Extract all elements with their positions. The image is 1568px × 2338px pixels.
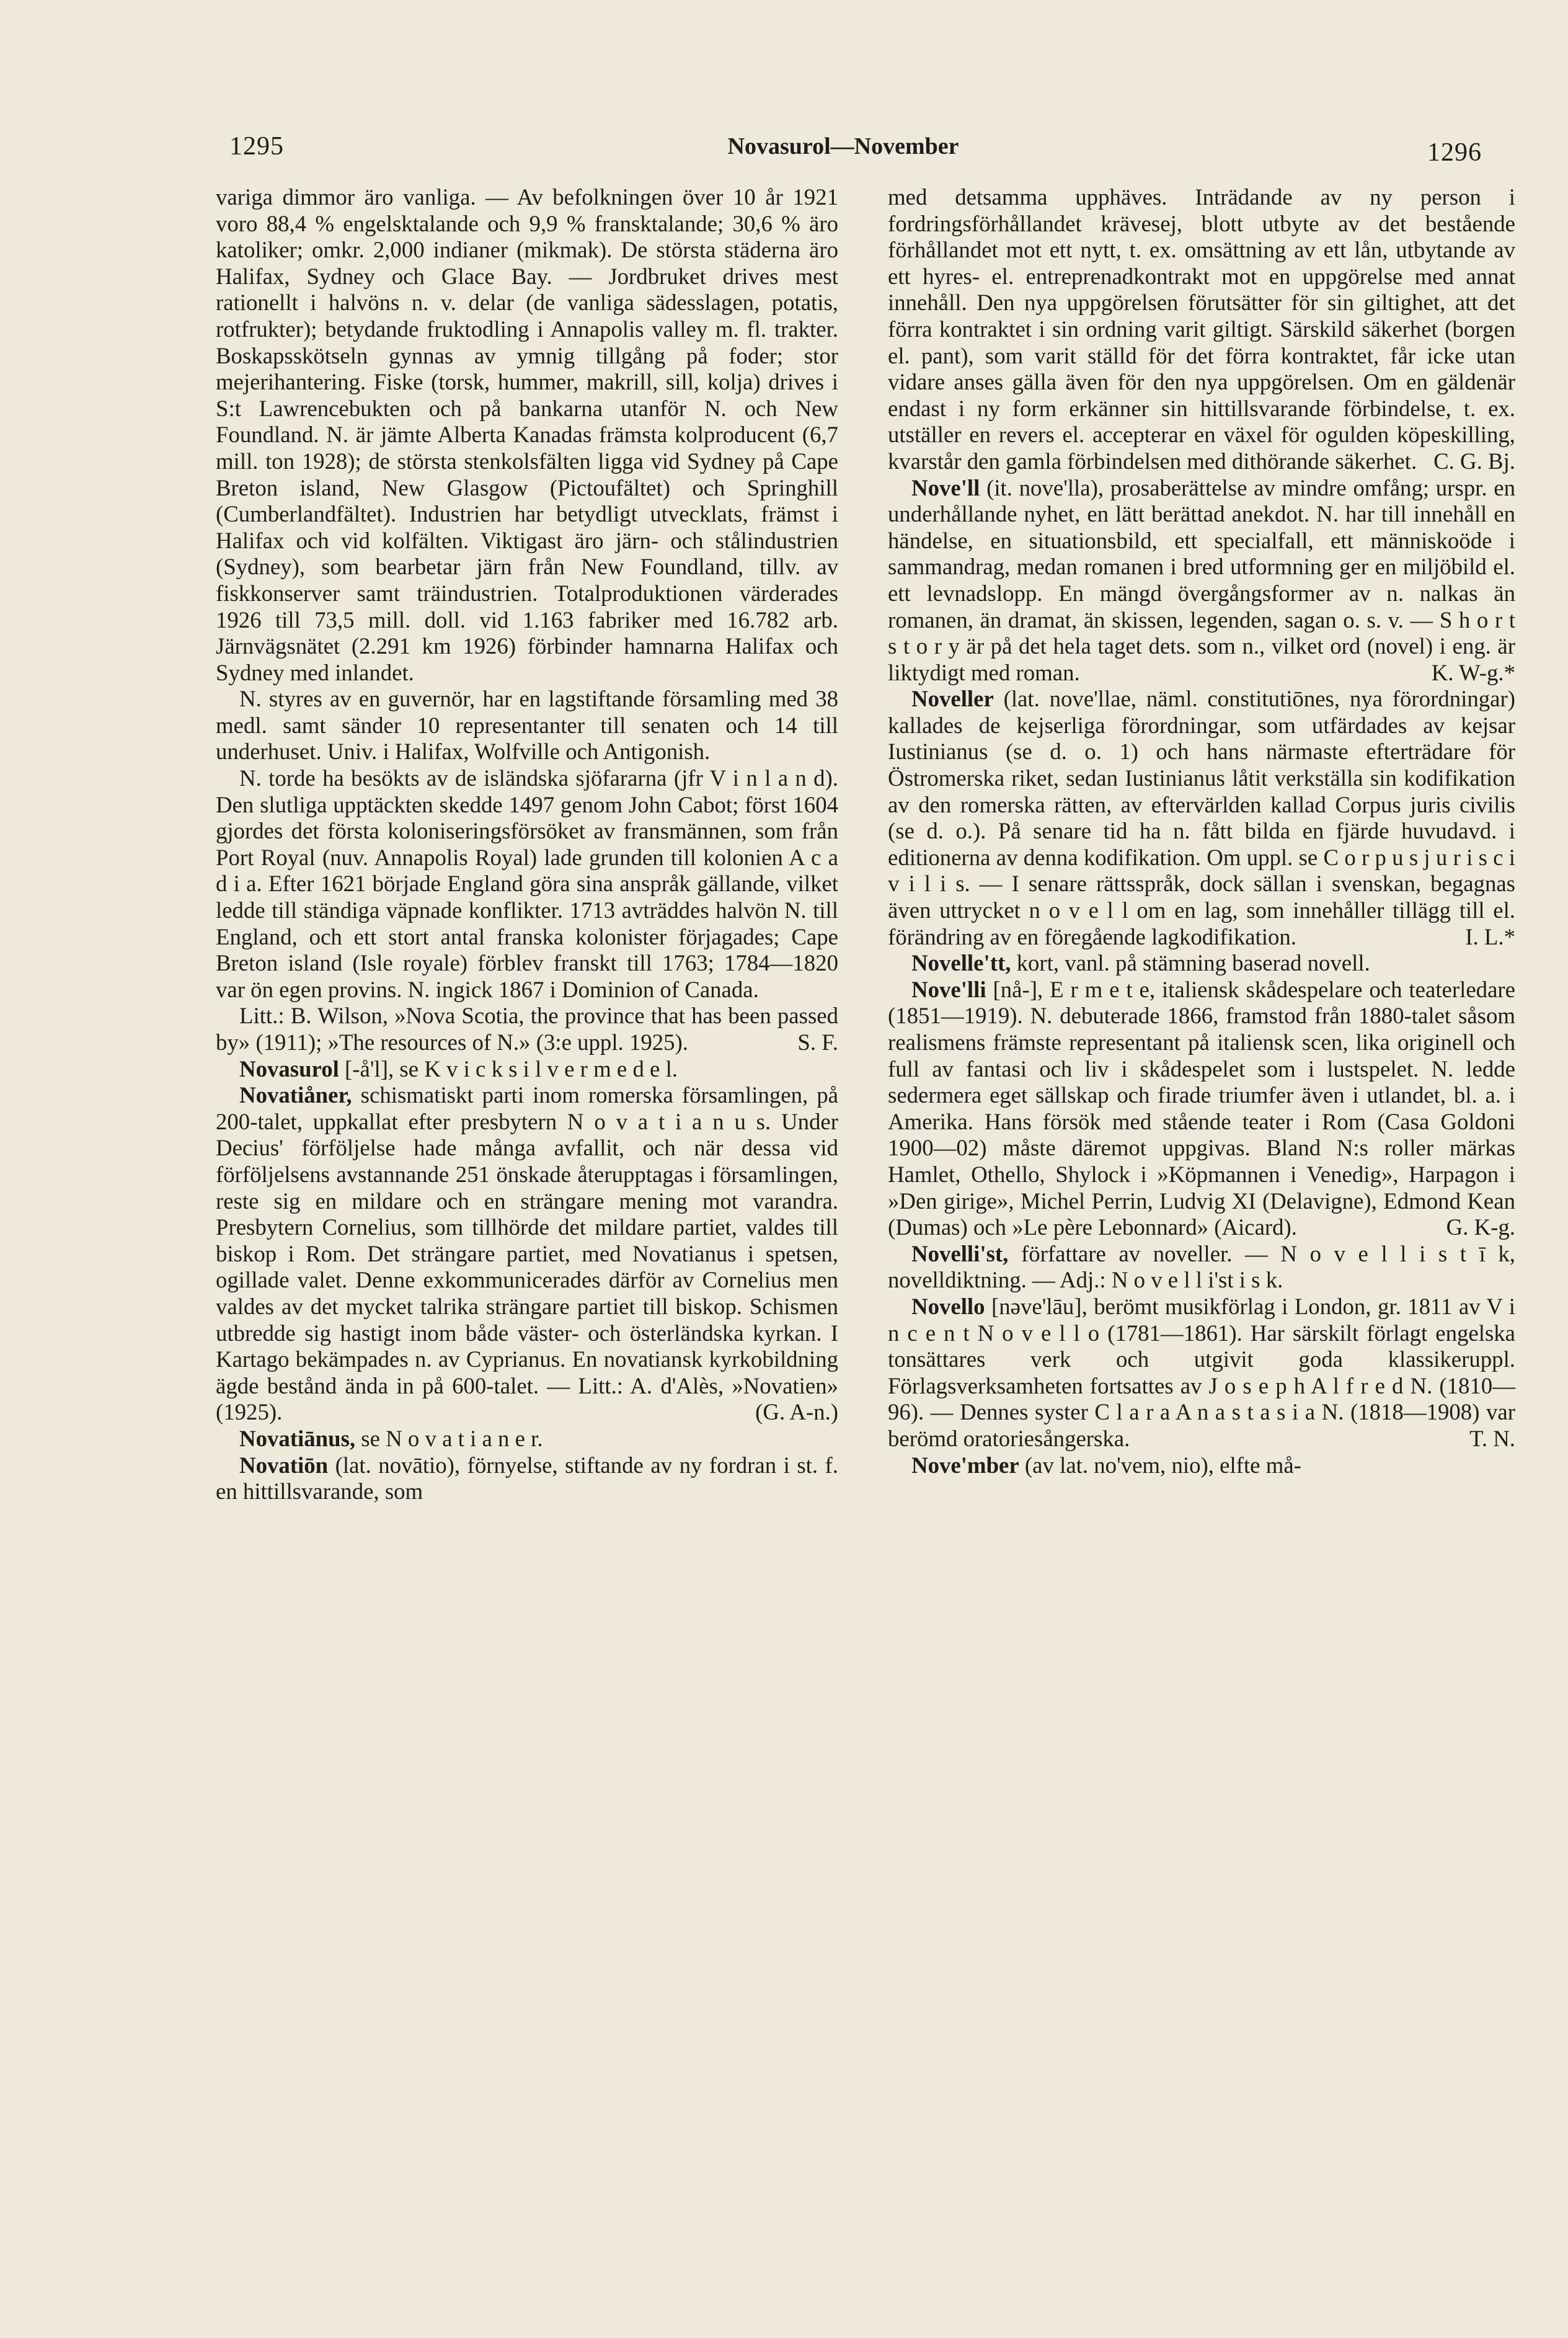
running-head: Novasurol—November bbox=[727, 133, 959, 159]
entry-headword: Nove'mber bbox=[911, 1452, 1019, 1478]
dictionary-entry bbox=[216, 1452, 838, 1505]
author-signature: S. F. bbox=[797, 1029, 838, 1055]
page-number-right: 1296 bbox=[1427, 138, 1482, 167]
entry-text: variga dimmor äro vanliga. — Av befolkningen över 10 år 1921 voro 88,4 % engelsktalande och 9,9 % fransktalande; 30,6 % äro katoliker; omkr. 2,000 indianer (mikmak). De största städerna äro Halifax, Sydney och Glace Bay. — Jordbruket drives mest rationellt i halvöns n. v. delar (de vanliga sädesslagen, potatis, rotfrukter); betydande fruktodling i Annapolis valley m. fl. trakter. Boskapsskötseln gynnas av ymnig tillgång på foder; stor mejerihantering. Fiske (torsk, hummer, makrill, sill, kolja) drives i S:t Lawrencebukten och på bankarna utanför N. och New Foundland. N. är jämte Alberta Kanadas främsta kolproducent (6,7 mill. ton 1928); de största stenkolsfälten ligga vid Sydney på Cape Breton island, New Glasgow (Pictoufältet) och Springhill (Cumberlandfältet). Industrien har betydligt utvecklats, främst i Halifax och vid kolfälten. Viktigast äro järn- och stålindustrien (Sydney), som bearbetar järn från New Foundland, tillv. av fiskkonserver samt träindustrien. Totalproduktionen värderades 1926 till 73,5 mill. doll. vid 1.163 fabriker med 16.782 arb. Järnvägsnätet (2.291 km 1926) förbinder hamnarna Halifax och Sydney med inlandet. bbox=[216, 184, 838, 685]
entry-text: N. torde ha besökts av de isländska sjöfararna (jfr V i n l a n d). Den slutliga upptäckten skedde 1497 genom John Cabot; först 1604 gjordes det första koloniseringsförsöket av fransmännen, som från Port Royal (nuv. Annapolis Royal) lade grunden till kolonien A c a d i a. Efter 1621 började England göra sina anspråk gällande, vilket ledde till ständiga väpnade konflikter. 1713 avträddes halvön N. till England, och ett stort antal franska kolonister förjagades; Cape Breton island (Isle royale) förblev franskt till 1763; 1784—1820 var ön egen provins. N. ingick 1867 i Dominion of Canada. bbox=[216, 765, 838, 1002]
author-signature: I. L.* bbox=[1465, 923, 1515, 949]
author-signature: (G. A-n.) bbox=[755, 1399, 838, 1425]
page-number-left: 1295 bbox=[229, 132, 284, 161]
paragraph bbox=[216, 1003, 838, 1056]
entry-text: (lat. nove'llae, näml. constitutiōnes, nya förordningar) kallades de kejserliga förordningar, som utfärdades av kejsar Iustinianus (se d. o. 1) och hans närmaste efterträdare för Östromerska riket, sedan Iustinianus låtit verkställa sin kodifikation av den romerska rätten, av eftervärlden kallad Corpus juris civilis (se d. o.). På senare tid ha n. fått bilda en fjärde huvudavd. i editionerna av denna kodifikation. Om uppl. se C o r p u s j u r i s c i v i l i s. — I senare rättsspråk, dock sällan i svenskan, begagnas även uttrycket n o v e l l om en lag, som innehåller tillägg till el. förändring av en föregående lagkodifikation. bbox=[888, 686, 1515, 949]
entry-text: [-å'l], se K v i c k s i l v e r m e d e l. bbox=[339, 1056, 678, 1082]
author-signature: K. W-g.* bbox=[1431, 659, 1515, 685]
entry-text: N. styres av en guvernör, har en lagstiftande församling med 38 medl. samt sänder 10 representanter till senaten och 14 till underhuset. Univ. i Halifax, Wolfville och Antigonish. bbox=[216, 686, 838, 765]
entry-headword: Novatiåner, bbox=[239, 1082, 352, 1108]
entry-headword: Novello bbox=[911, 1293, 985, 1319]
entry-headword: Novelli'st, bbox=[911, 1240, 1009, 1266]
entry-headword: Nove'll bbox=[911, 474, 980, 500]
entry-headword: Noveller bbox=[911, 686, 994, 712]
dictionary-entry bbox=[216, 1082, 838, 1426]
dictionary-entry bbox=[888, 686, 1515, 950]
dictionary-entry bbox=[888, 1294, 1515, 1452]
right-column bbox=[888, 184, 1515, 1478]
dictionary-entry bbox=[888, 1452, 1515, 1479]
entry-headword: Novelle'tt, bbox=[911, 950, 1011, 976]
author-signature: T. N. bbox=[1469, 1425, 1515, 1451]
dictionary-entry bbox=[888, 950, 1515, 977]
entry-text: [nå-], E r m e t e, italiensk skådespelare och teaterledare (1851—1919). N. debuterade 1866, framstod från 1880-talet såsom realismens främste representant på italiensk scen, lika originell och full av fantasi och liv i skådespelet som i lustspelet. N. ledde sedermera eget sällskap och firade triumfer även i utlandet, bl. a. i Amerika. Hans försök med stående teater i Rom (Casa Goldoni 1900—02) måste däremot uppgivas. Bland N:s roller märkas Hamlet, Othello, Shylock i »Köpmannen i Venedig», Harpagon i »Den girige», Michel Perrin, Ludvig XI (Delavigne), Edmond Kean (Dumas) och »Le père Lebonnard» (Aicard). bbox=[888, 976, 1515, 1240]
dictionary-entry bbox=[216, 1056, 838, 1083]
entry-text: (lat. novātio), förnyelse, stiftande av ny fordran i st. f. en hittillsvarande, som bbox=[216, 1452, 838, 1505]
entry-text: (av lat. no'vem, nio), elfte må- bbox=[1019, 1452, 1301, 1478]
dictionary-entry bbox=[888, 1241, 1515, 1294]
paragraph bbox=[216, 686, 838, 765]
entry-text: författare av noveller. — N o v e l l i s t ī k, novelldiktning. — Adj.: N o v e l l i'st i s k. bbox=[888, 1240, 1515, 1293]
paragraph bbox=[216, 765, 838, 1003]
entry-headword: Novasurol bbox=[239, 1056, 339, 1082]
entry-text: se N o v a t i a n e r. bbox=[355, 1425, 543, 1451]
entry-text: schismatiskt parti inom romerska församlingen, på 200-talet, uppkallat efter presbytern N o v a t i a n u s. Under Decius' förföljelse hade många avfallit, och när dessa vid förföljelsens avstannande 251 önskade återupptagas i församlingen, reste sig en mildare och en strängare mening mot varandra. Presbytern Cornelius, som tillhörde det mildare partiet, valdes till biskop i Rom. Det strängare partiet, med Novatianus i spetsen, ogillade valet. Denne exkommunicerades därför av Cornelius men valdes av det mycket talrika strängare partiet till biskop. Schismen utbredde sig hastigt inom både väster- och österländska kyrkan. I Kartago bekämpades n. av Cyprianus. En novatiansk kyrkobildning ägde bestånd ända in på 600-talet. — Litt.: A. d'Alès, »Novatien» (1925). bbox=[216, 1082, 838, 1425]
entry-headword: Novatiānus, bbox=[239, 1425, 356, 1451]
entry-text: (it. nove'lla), prosaberättelse av mindre omfång; urspr. en underhållande nyhet, en lätt berättad anekdot. N. har till innehåll en händelse, en situationsbild, ett specialfall, ett människoöde i sammandrag, medan romanen i bred utformning ger en miljöbild el. ett levnadslopp. En mängd övergångsformer av n. nalkas än romanen, än dramat, än skissen, legenden, sagan o. s. v. — S h o r t s t o r y är på det hela taget dets. som n., vilket ord (novel) i eng. är liktydigt med roman. bbox=[888, 474, 1515, 685]
entry-text: med detsamma upphäves. Inträdande av ny person i fordringsförhållandet krävesej, blott utbyte av det bestående förhållandet mot ett nytt, t. ex. omsättning av ett lån, utbytande av ett hyres- el. entreprenadkontrakt mot en uppgörelse med annat innehåll. Den nya uppgörelsen förutsätter för sin giltighet, att det förra kontraktet i sin ordning varit giltigt. Särskild säkerhet (borgen el. pant), som varit ställd för det förra kontraktet, får icke utan vidare anses gälla även för den nya uppgörelsen. Om en gäldenär endast i ny form erkänner sin hittillsvarande förbindelse, t. ex. utställer en revers el. accepterar en växel för ogulden köpeskilling, kvarstår den gamla förbindelsen med dithörande säkerhet. bbox=[888, 184, 1515, 474]
dictionary-entry bbox=[888, 977, 1515, 1241]
paragraph bbox=[216, 184, 838, 686]
entry-text: Litt.: B. Wilson, »Nova Scotia, the province that has been passed by» (1911); »The resources of N.» (3:e uppl. 1925). bbox=[216, 1003, 838, 1055]
entry-text: kort, vanl. på stämning baserad novell. bbox=[1011, 950, 1370, 976]
entry-text: [nəve'lāu], berömt musikförlag i London, gr. 1811 av V i n c e n t N o v e l l o (1781—1861). Har särskilt förlagt engelska tonsättares verk och utgivit goda klassikeruppl. Förlagsverksamheten fortsattes av J o s e p h A l f r e d N. (1810—96). — Dennes syster C l a r a A n a s t a s i a N. (1818—1908) var berömd oratoriesångerska. bbox=[888, 1293, 1515, 1451]
dictionary-entry bbox=[216, 1426, 838, 1452]
dictionary-entry bbox=[888, 475, 1515, 687]
author-signature: C. G. Bj. bbox=[1433, 448, 1515, 474]
entry-headword: Nove'lli bbox=[911, 976, 986, 1002]
author-signature: G. K-g. bbox=[1446, 1214, 1515, 1240]
entry-headword: Novatiōn bbox=[239, 1452, 329, 1478]
paragraph bbox=[888, 184, 1515, 475]
left-column bbox=[216, 184, 838, 1505]
